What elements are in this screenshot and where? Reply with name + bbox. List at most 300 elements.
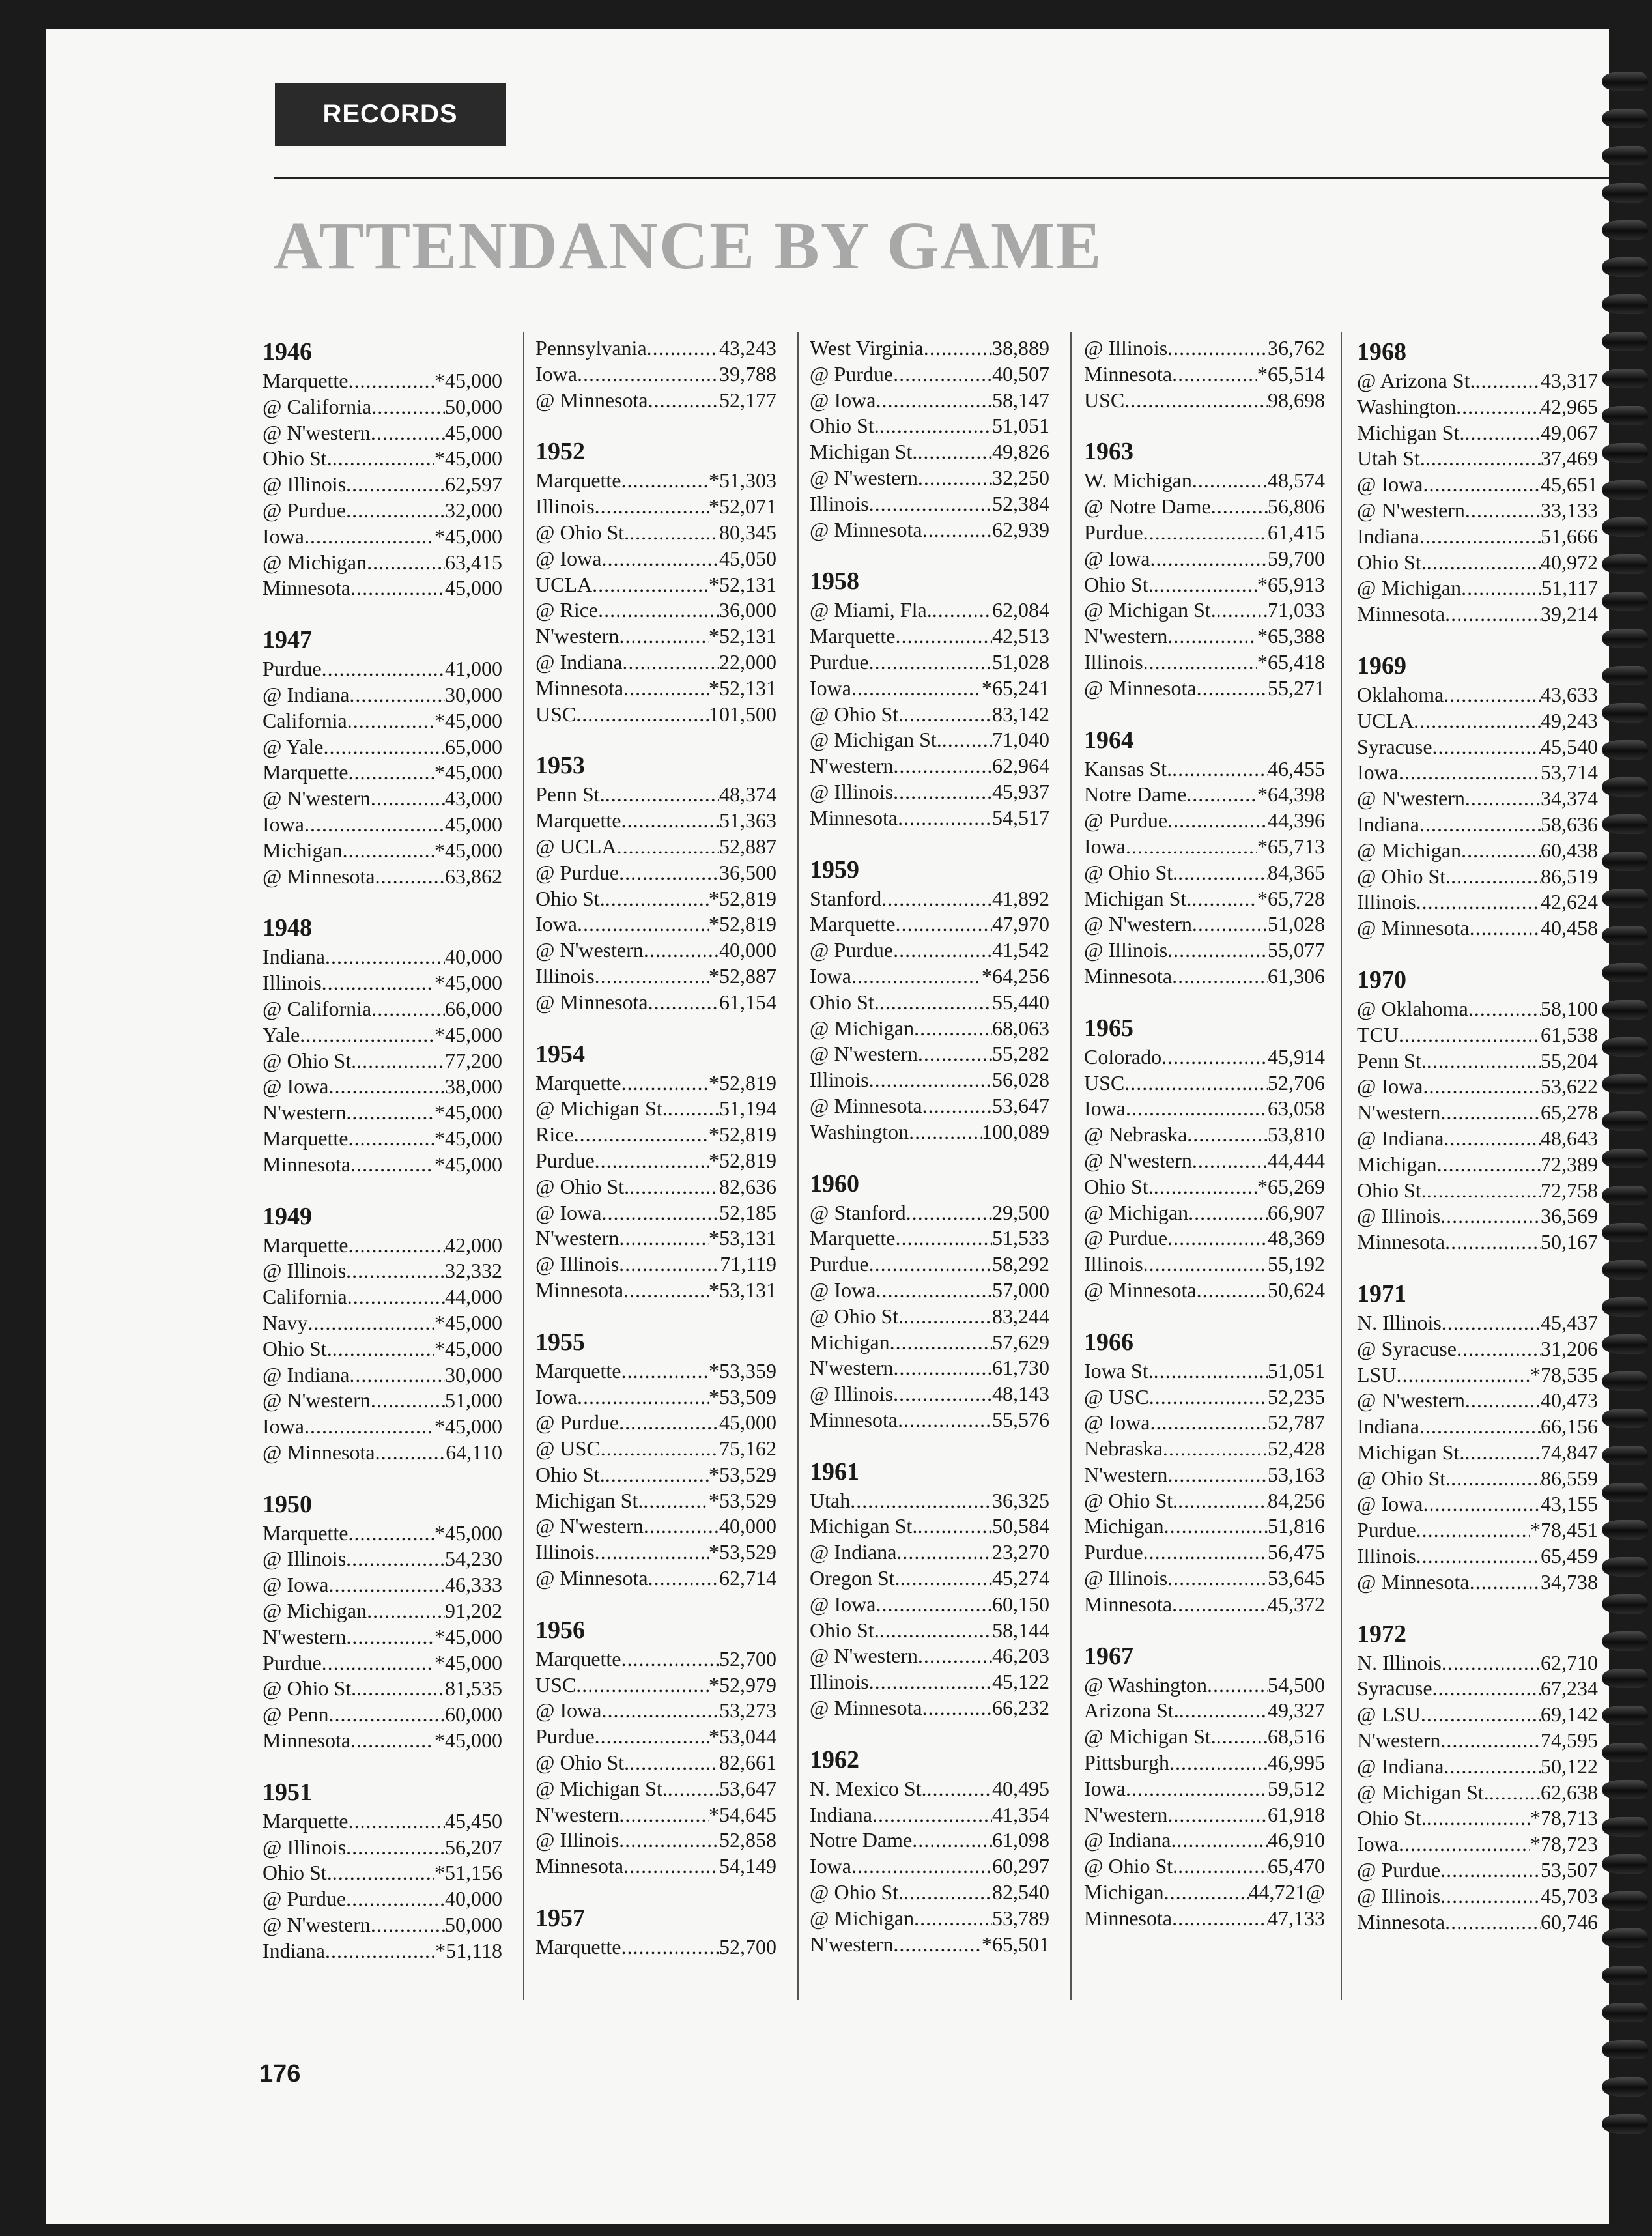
attendance-row — [535, 1384, 776, 1411]
attendance-row — [535, 650, 776, 676]
spiral-coil — [1602, 72, 1648, 91]
opponent-name: @ Indiana ..... — [1084, 1828, 1268, 1854]
attendance-value: *65,713 — [1257, 834, 1325, 858]
season-block — [1357, 336, 1598, 627]
attendance-row — [1357, 472, 1598, 498]
opponent-name: Iowa ..... — [263, 812, 445, 838]
attendance-row — [1084, 1174, 1325, 1200]
opponent-name: @ Minnesota ..... — [535, 1566, 719, 1592]
opponent-name: @ Iowa ..... — [535, 546, 719, 572]
attendance-value: *45,000 — [434, 1650, 502, 1674]
attendance-row — [263, 446, 502, 472]
attendance-row — [1084, 494, 1325, 520]
attendance-row — [263, 498, 502, 524]
attendance-value: 51,194 — [719, 1096, 776, 1121]
opponent-name: @ Illinois ..... — [1084, 938, 1268, 964]
attendance-row — [810, 1880, 1049, 1906]
opponent-name: Marquette ..... — [810, 911, 992, 938]
season-year: 1961 — [810, 1457, 859, 1485]
opponent-name: Michigan St. ..... — [1357, 420, 1541, 446]
attendance-row — [535, 1252, 776, 1278]
attendance-row — [810, 805, 1049, 831]
attendance-value: 53,647 — [719, 1776, 776, 1800]
opponent-name: @ Purdue ..... — [263, 1886, 445, 1912]
attendance-row — [1084, 1592, 1325, 1618]
attendance-row — [263, 524, 502, 550]
opponent-name: Ohio St. ..... — [1357, 550, 1541, 576]
attendance-row — [535, 1096, 776, 1122]
attendance-row — [1084, 1122, 1325, 1148]
opponent-name: Minnesota ..... — [263, 1152, 434, 1178]
opponent-name: @ N'western ..... — [263, 1388, 445, 1414]
opponent-name: @ Illinois ..... — [535, 1828, 719, 1854]
opponent-name: N'western ..... — [810, 1932, 982, 1958]
opponent-name: Iowa ..... — [1084, 1776, 1268, 1802]
attendance-value: 60,297 — [992, 1854, 1049, 1878]
opponent-name: N'western ..... — [1084, 1462, 1268, 1488]
attendance-value: *52,131 — [709, 572, 776, 596]
opponent-name: Yale ..... — [263, 1022, 434, 1048]
attendance-value: *65,514 — [1257, 362, 1325, 386]
opponent-name: @ Nebraska ..... — [1084, 1122, 1268, 1148]
opponent-name: Michigan St. ..... — [810, 439, 992, 465]
attendance-row — [263, 1572, 502, 1598]
spiral-coil — [1602, 1297, 1648, 1317]
continued-games — [1084, 336, 1325, 413]
opponent-name: @ Minnesota ..... — [535, 388, 719, 414]
attendance-row — [263, 1809, 502, 1835]
spiral-coil — [1602, 1891, 1648, 1911]
attendance-value: 63,058 — [1268, 1096, 1325, 1121]
attendance-row — [1357, 1491, 1598, 1517]
opponent-name: Iowa ..... — [1084, 834, 1257, 860]
attendance-row — [1357, 1543, 1598, 1570]
attendance-row — [810, 413, 1049, 439]
opponent-name: @ Illinois ..... — [810, 1381, 992, 1407]
attendance-row — [263, 760, 502, 786]
attendance-row — [1084, 676, 1325, 702]
attendance-value: 51,051 — [1268, 1358, 1325, 1383]
attendance-row — [263, 1152, 502, 1178]
attendance-row — [263, 1886, 502, 1912]
attendance-row — [1084, 546, 1325, 572]
attendance-value: 64,110 — [446, 1440, 502, 1464]
season-year: 1954 — [535, 1040, 585, 1068]
opponent-name: Rice ..... — [535, 1122, 709, 1148]
attendance-row — [535, 1540, 776, 1566]
attendance-row — [1084, 1436, 1325, 1462]
opponent-name: California ..... — [263, 708, 434, 734]
attendance-value: 36,762 — [1268, 336, 1325, 360]
attendance-value: 33,133 — [1541, 498, 1598, 522]
season-year: 1950 — [263, 1490, 312, 1518]
spiral-coil — [1602, 1149, 1648, 1168]
opponent-name: @ Syracuse ..... — [1357, 1336, 1541, 1362]
opponent-name: @ Iowa ..... — [1084, 1410, 1268, 1436]
season-year: 1949 — [263, 1202, 312, 1230]
column-divider — [797, 332, 799, 2000]
attendance-row — [1357, 446, 1598, 472]
opponent-name: Minnesota ..... — [1357, 1229, 1541, 1255]
spiral-coil — [1602, 1483, 1648, 1502]
attendance-value: 50,167 — [1541, 1230, 1598, 1254]
season-year: 1957 — [535, 1904, 585, 1932]
opponent-name: Purdue ..... — [810, 650, 992, 676]
opponent-name: Illinois ..... — [810, 491, 992, 517]
opponent-name: Iowa St. ..... — [1084, 1358, 1268, 1384]
season-block — [1084, 435, 1325, 701]
opponent-name: Nebraska ..... — [1084, 1436, 1268, 1462]
season-block — [810, 1168, 1049, 1433]
opponent-name: @ Michigan ..... — [810, 1016, 992, 1042]
attendance-value: 49,067 — [1541, 420, 1598, 444]
attendance-value: 66,907 — [1268, 1200, 1325, 1224]
opponent-name: @ Ohio St. ..... — [535, 520, 719, 546]
attendance-value: 86,519 — [1541, 864, 1598, 888]
opponent-name: N'western ..... — [263, 1624, 434, 1650]
attendance-row — [1357, 1805, 1598, 1831]
attendance-value: 54,230 — [445, 1547, 502, 1571]
attendance-value: 45,703 — [1541, 1884, 1598, 1908]
attendance-value: 62,964 — [992, 754, 1049, 778]
opponent-name: @ Purdue ..... — [810, 362, 992, 388]
attendance-value: 30,000 — [445, 682, 502, 706]
spiral-coil — [1602, 1260, 1648, 1280]
attendance-value: *65,501 — [982, 1932, 1049, 1956]
attendance-value: 58,144 — [992, 1618, 1049, 1642]
attendance-row — [1084, 1513, 1325, 1540]
attendance-row — [1357, 1831, 1598, 1857]
attendance-row — [1084, 808, 1325, 834]
spiral-coil — [1602, 814, 1648, 834]
attendance-value: 59,512 — [1268, 1776, 1325, 1800]
attendance-row — [263, 944, 502, 970]
attendance-value: 61,538 — [1541, 1022, 1598, 1046]
opponent-name: Purdue ..... — [1357, 1517, 1530, 1543]
attendance-row — [810, 1802, 1049, 1828]
attendance-value: 22,000 — [719, 650, 776, 674]
opponent-name: Iowa ..... — [1357, 1831, 1530, 1857]
attendance-row — [1084, 1566, 1325, 1592]
attendance-row — [535, 834, 776, 860]
opponent-name: @ Illinois ..... — [263, 472, 445, 498]
attendance-value: *53,529 — [709, 1540, 776, 1564]
spiral-coil — [1602, 183, 1648, 203]
season-block — [810, 565, 1049, 831]
opponent-name: Purdue ..... — [263, 1650, 434, 1676]
attendance-value: 68,516 — [1268, 1725, 1325, 1749]
attendance-value: 50,122 — [1541, 1754, 1598, 1778]
opponent-name: USC ..... — [1084, 388, 1268, 414]
attendance-value: 55,440 — [992, 990, 1049, 1014]
attendance-value: 67,234 — [1541, 1676, 1598, 1700]
opponent-name: @ Illinois ..... — [1084, 336, 1268, 362]
attendance-value: 61,098 — [992, 1828, 1049, 1852]
attendance-value: 80,345 — [719, 520, 776, 544]
attendance-row — [535, 572, 776, 598]
opponent-name: N'western ..... — [263, 1100, 434, 1126]
attendance-row — [810, 624, 1049, 650]
attendance-row — [535, 1854, 776, 1880]
opponent-name: @ Washington ..... — [1084, 1672, 1268, 1698]
attendance-row — [1084, 834, 1325, 860]
attendance-value: 54,517 — [992, 805, 1049, 829]
attendance-value: *53,509 — [709, 1384, 776, 1409]
attendance-row — [1357, 760, 1598, 786]
opponent-name: Colorado ..... — [1084, 1044, 1268, 1070]
attendance-row — [810, 597, 1049, 624]
attendance-row — [1357, 1702, 1598, 1728]
opponent-name: @ Iowa ..... — [1357, 472, 1541, 498]
opponent-name: N'western ..... — [810, 753, 992, 779]
attendance-row — [1084, 1750, 1325, 1776]
opponent-name: @ Illinois ..... — [535, 1252, 720, 1278]
spiral-coil — [1602, 1966, 1648, 1985]
attendance-value: *51,156 — [434, 1861, 502, 1885]
attendance-value: 81,535 — [445, 1676, 502, 1700]
opponent-name: @ Iowa ..... — [1357, 1074, 1541, 1100]
attendance-row — [535, 808, 776, 834]
opponent-name: Utah St. ..... — [1357, 446, 1541, 472]
opponent-name: @ Michigan St. ..... — [1084, 1724, 1268, 1750]
attendance-row — [263, 1414, 502, 1440]
attendance-value: *78,535 — [1530, 1362, 1598, 1386]
attendance-row — [1357, 1754, 1598, 1780]
attendance-value: 41,000 — [445, 657, 502, 681]
attendance-value: *53,131 — [709, 1226, 776, 1250]
attendance-value: 51,533 — [992, 1226, 1049, 1250]
attendance-value: *53,529 — [709, 1462, 776, 1486]
opponent-name: LSU ..... — [1357, 1362, 1530, 1388]
attendance-row — [1084, 1724, 1325, 1750]
attendance-value: 50,584 — [992, 1514, 1049, 1538]
season-block — [535, 435, 776, 727]
opponent-name: Illinois ..... — [535, 1540, 709, 1566]
attendance-value: *45,000 — [434, 1152, 502, 1176]
opponent-name: @ Arizona St. ..... — [1357, 368, 1541, 394]
attendance-value: 74,847 — [1541, 1440, 1598, 1464]
attendance-row — [1357, 864, 1598, 890]
attendance-value: 60,150 — [992, 1592, 1049, 1616]
attendance-value: 57,000 — [992, 1278, 1049, 1302]
attendance-row — [810, 1093, 1049, 1119]
attendance-row — [1357, 368, 1598, 394]
attendance-value: 62,710 — [1541, 1650, 1598, 1674]
attendance-row — [810, 1932, 1049, 1958]
attendance-row — [1084, 1070, 1325, 1096]
page-title: ATTENDANCE BY GAME — [274, 208, 1103, 283]
attendance-row — [1357, 889, 1598, 915]
attendance-row — [810, 465, 1049, 491]
attendance-row — [810, 1540, 1049, 1566]
season-block — [535, 1902, 776, 1960]
attendance-row — [263, 656, 502, 682]
attendance-value: *45,000 — [434, 524, 502, 548]
season-block — [1357, 964, 1598, 1255]
opponent-name: @ Michigan ..... — [1357, 575, 1541, 601]
spiral-coil — [1602, 1074, 1648, 1094]
attendance-row — [810, 439, 1049, 465]
attendance-value: 54,149 — [719, 1854, 776, 1878]
attendance-value: 34,738 — [1541, 1570, 1598, 1594]
season-year: 1969 — [1357, 652, 1406, 680]
attendance-value: 61,306 — [1268, 964, 1325, 988]
attendance-row — [1357, 682, 1598, 708]
attendance-row — [1084, 1828, 1325, 1854]
attendance-row — [1084, 362, 1325, 388]
attendance-row — [1084, 782, 1325, 808]
attendance-row — [810, 491, 1049, 517]
attendance-value: *51,118 — [435, 1938, 502, 1962]
opponent-name: @ N'western ..... — [1084, 1148, 1268, 1174]
attendance-row — [535, 886, 776, 912]
opponent-name: @ California ..... — [263, 394, 445, 420]
opponent-name: Minnesota ..... — [535, 1278, 709, 1304]
attendance-row — [1084, 1148, 1325, 1174]
attendance-row — [535, 1462, 776, 1488]
opponent-name: @ N'western ..... — [1357, 498, 1541, 524]
attendance-value: 58,292 — [992, 1252, 1049, 1276]
attendance-row — [1084, 1854, 1325, 1880]
attendance-row — [1084, 1358, 1325, 1384]
attendance-row — [1357, 1676, 1598, 1702]
opponent-name: @ Penn ..... — [263, 1702, 445, 1728]
attendance-row — [535, 1436, 776, 1462]
opponent-name: N. Illinois ..... — [1357, 1650, 1541, 1676]
opponent-name: Ohio St. ..... — [263, 446, 434, 472]
section-tab: RECORDS — [275, 83, 506, 146]
attendance-row — [810, 1252, 1049, 1278]
season-block — [535, 749, 776, 1015]
attendance-value: 91,202 — [445, 1599, 502, 1623]
opponent-name: Iowa ..... — [535, 362, 719, 388]
attendance-row — [810, 1278, 1049, 1304]
opponent-name: Marquette ..... — [535, 1934, 719, 1960]
opponent-name: @ Purdue ..... — [1084, 1226, 1268, 1252]
attendance-value: 39,214 — [1541, 602, 1598, 626]
attendance-row — [535, 782, 776, 808]
attendance-value: 43,633 — [1541, 682, 1598, 706]
attendance-value: 36,500 — [719, 860, 776, 884]
attendance-row — [535, 911, 776, 938]
attendance-value: 38,889 — [992, 336, 1049, 360]
opponent-name: Indiana ..... — [810, 1802, 992, 1828]
attendance-value: 65,470 — [1268, 1854, 1325, 1878]
spiral-coil — [1602, 257, 1648, 277]
attendance-value: 56,806 — [1268, 494, 1325, 519]
opponent-name: N'western ..... — [810, 1355, 992, 1381]
opponent-name: @ Iowa ..... — [535, 1698, 719, 1724]
season-year: 1956 — [535, 1616, 585, 1644]
opponent-name: @ Iowa ..... — [1084, 546, 1268, 572]
attendance-value: 63,415 — [445, 550, 502, 574]
spiral-coil — [1602, 963, 1648, 982]
attendance-value: 53,507 — [1541, 1858, 1598, 1882]
spiral-coil — [1602, 777, 1648, 797]
attendance-row — [263, 1521, 502, 1547]
attendance-row — [535, 1174, 776, 1200]
continued-games — [535, 336, 776, 413]
attendance-row — [263, 1284, 502, 1310]
attendance-value: 65,278 — [1541, 1100, 1598, 1125]
attendance-value: 58,100 — [1541, 996, 1598, 1020]
opponent-name: Minnesota ..... — [1084, 1592, 1268, 1618]
opponent-name: @ Minnesota ..... — [1084, 676, 1268, 702]
opponent-name: @ N'western ..... — [810, 1041, 992, 1067]
header-rule — [274, 177, 1609, 179]
attendance-row — [1084, 964, 1325, 990]
opponent-name: @ N'western ..... — [263, 420, 445, 446]
attendance-value: 40,000 — [445, 1887, 502, 1911]
opponent-name: Illinois ..... — [1084, 1252, 1268, 1278]
opponent-name: @ Minnesota ..... — [535, 990, 719, 1016]
attendance-value: 53,163 — [1268, 1462, 1325, 1486]
opponent-name: Marquette ..... — [263, 368, 434, 394]
opponent-name: @ Purdue ..... — [263, 498, 445, 524]
attendance-row — [1357, 1910, 1598, 1936]
season-year: 1953 — [535, 752, 585, 780]
opponent-name: Minnesota ..... — [263, 575, 445, 601]
spiral-coil — [1602, 926, 1648, 945]
attendance-value: 44,721@ — [1248, 1880, 1325, 1904]
attendance-row — [810, 1226, 1049, 1252]
attendance-row — [263, 1624, 502, 1650]
attendance-value: 46,333 — [445, 1573, 502, 1597]
attendance-row — [810, 1355, 1049, 1381]
spiral-coil — [1602, 220, 1648, 240]
attendance-row — [810, 388, 1049, 414]
spiral-coil — [1602, 1854, 1648, 1874]
attendance-row — [263, 1233, 502, 1259]
attendance-row — [535, 468, 776, 494]
opponent-name: Purdue ..... — [1084, 520, 1268, 546]
attendance-value: 55,192 — [1268, 1252, 1325, 1276]
attendance-value: *45,000 — [434, 446, 502, 470]
opponent-name: @ Ohio St. ..... — [263, 1676, 445, 1702]
attendance-row — [1084, 1802, 1325, 1828]
attendance-value: 38,000 — [445, 1074, 502, 1098]
attendance-row — [535, 1672, 776, 1698]
attendance-row — [810, 1041, 1049, 1067]
attendance-value: *78,451 — [1530, 1518, 1598, 1542]
attendance-row — [535, 1513, 776, 1540]
attendance-value: 45,000 — [445, 420, 502, 444]
attendance-value: *45,000 — [434, 1624, 502, 1648]
opponent-name: @ Illinois ..... — [263, 1546, 445, 1572]
attendance-row — [1357, 575, 1598, 601]
attendance-row — [1084, 1096, 1325, 1122]
attendance-row — [263, 1860, 502, 1886]
attendance-row — [263, 708, 502, 734]
attendance-row — [263, 682, 502, 708]
opponent-name: Ohio St. ..... — [1357, 1178, 1541, 1204]
attendance-value: 40,458 — [1541, 916, 1598, 940]
opponent-name: @ Michigan St. ..... — [1084, 597, 1268, 624]
opponent-name: @ Rice ..... — [535, 597, 719, 624]
attendance-value: 41,354 — [992, 1802, 1049, 1826]
attendance-row — [263, 1100, 502, 1126]
attendance-row — [535, 1410, 776, 1436]
attendance-row — [1084, 911, 1325, 938]
attendance-value: 43,243 — [719, 336, 776, 360]
opponent-name: @ Illinois ..... — [1084, 1566, 1268, 1592]
attendance-row — [263, 1650, 502, 1676]
attendance-row — [263, 1440, 502, 1466]
opponent-name: @ N'western ..... — [535, 938, 719, 964]
attendance-value: 45,372 — [1268, 1592, 1325, 1616]
attendance-value: 53,647 — [992, 1093, 1049, 1117]
attendance-value: *65,388 — [1257, 624, 1325, 648]
